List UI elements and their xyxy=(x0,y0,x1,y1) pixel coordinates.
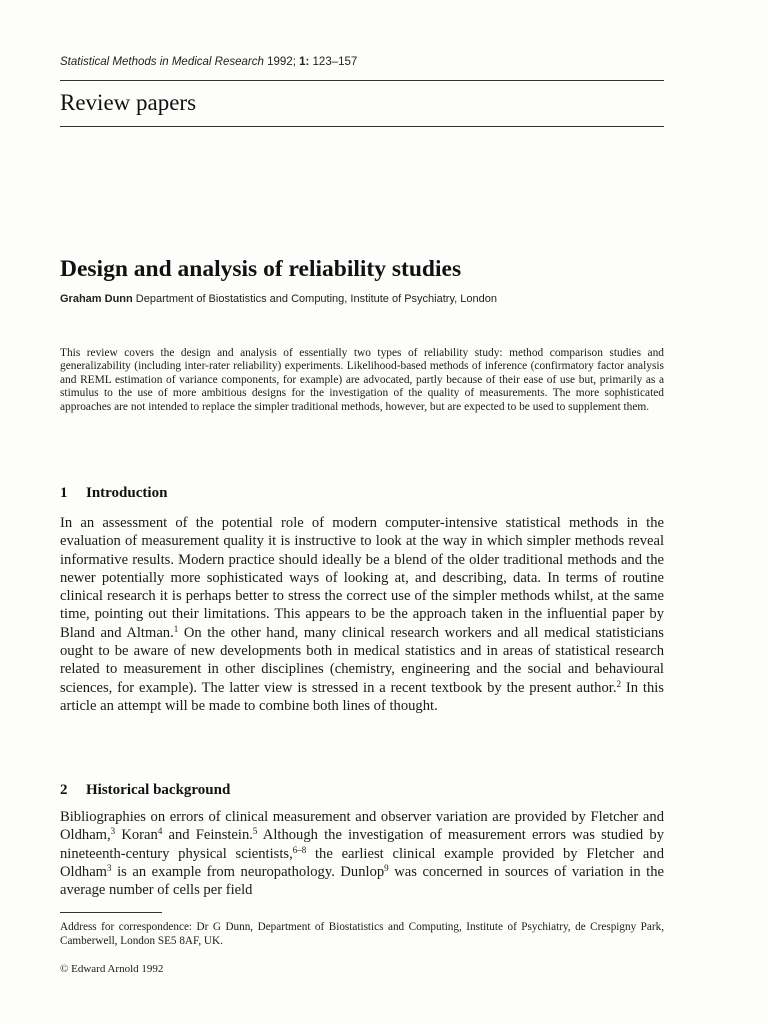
body-text-run: is an example from neuropathology. Dunlop xyxy=(111,863,385,880)
citation-ref: 3 xyxy=(110,826,116,837)
section-number: 1 xyxy=(60,485,68,501)
byline xyxy=(60,293,497,305)
section-number: 2 xyxy=(60,782,68,798)
journal-citation xyxy=(60,56,357,68)
header-rule-bottom xyxy=(60,126,664,127)
citation-ref: 9 xyxy=(384,862,389,873)
footnote-rule xyxy=(60,912,162,913)
section-label: Review papers xyxy=(60,90,197,115)
citation-ref: 6–8 xyxy=(292,844,307,855)
copyright-notice: © Edward Arnold 1992 xyxy=(60,963,164,975)
journal-volume: 1: xyxy=(299,56,310,68)
introduction-paragraph xyxy=(60,514,664,715)
article-title: Design and analysis of reliability studies xyxy=(60,256,462,282)
section-heading-historical-background xyxy=(60,782,230,799)
section-title: Historical background xyxy=(86,782,231,798)
journal-name: Statistical Methods in Medical Research xyxy=(60,56,264,68)
body-text-run: was concerned in sources of variation in the average number of cells per field xyxy=(60,863,664,899)
author-name: Graham Dunn xyxy=(60,293,133,305)
body-text-run: Bibliographies on errors of clinical measurement and observer variation are provided by Fletcher and Oldham, xyxy=(60,809,664,844)
citation-ref: 1 xyxy=(173,623,179,634)
header-rule-top xyxy=(60,80,664,81)
author-affiliation: Department of Biostatistics and Computing, Institute of Psychiatry, London xyxy=(135,293,497,305)
journal-pages: 123–157 xyxy=(312,56,358,68)
citation-ref: 3 xyxy=(107,862,112,873)
abstract: This review covers the design and analysis of essentially two types of reliability study: method comparison studies and generalizability (including inter-rater reliability) experiments. Likelihood-based methods of inference (confirmatory factor analysis and REML estimation of variance components, for example) are advocated, partly because of their ease of use but, primarily as a stimulus to the use of more ambitious designs for the investigation of the quality of measurements. The more sophisticated approaches are not intended to replace the simpler traditional methods, however, but are expected to be used to supplement them. xyxy=(60,347,664,413)
section-title: Introduction xyxy=(86,485,168,501)
journal-year: 1992; xyxy=(267,56,296,68)
body-text-run: On the other hand, many clinical research workers and all medical statisticians ought to be aware of new developments both in medical statistics and in areas of statistical research related to measurement in other disciplines (chemistry, engineering and the social and behavioural sciences, for example). The latter view is stressed in a recent textbook by the present author. xyxy=(60,624,664,696)
correspondence-footnote: Address for correspondence: Dr G Dunn, Department of Biostatistics and Computing, Institute of Psychiatry, de Crespigny Park, Camberwell, London SE5 8AF, UK. xyxy=(60,921,664,947)
citation-ref: 2 xyxy=(616,678,621,689)
citation-ref: 4 xyxy=(157,826,163,837)
body-text-run: and Feinstein. xyxy=(162,827,253,844)
body-text-run: Koran xyxy=(115,827,158,844)
body-text-run: Although the investigation of measurement errors was studied by nineteenth-century physical scientists, xyxy=(60,827,664,862)
section-heading-introduction xyxy=(60,485,167,502)
body-text-run: In an assessment of the potential role of modern computer-intensive statistical methods in the evaluation of measurement quality it is instructive to look at the way in which simpler methods reveal informative results. Modern practice should ideally be a blend of the older traditional methods and the newer potentially more sophisticated ways of looking at, and describing, data. In terms of routine clinical research it is perhaps better to stress the correct use of the simpler methods whilst, at the same time, pointing out their limitations. This appears to be the approach taken in the influential paper by Bland and Altman. xyxy=(60,515,664,641)
historical-background-paragraph xyxy=(60,808,664,899)
citation-ref: 5 xyxy=(252,826,258,837)
body-text-run: the earliest clinical example provided by Fletcher and Oldham xyxy=(60,845,664,880)
body-text-run: In this article an attempt will be made to combine both lines of thought. xyxy=(60,679,664,714)
